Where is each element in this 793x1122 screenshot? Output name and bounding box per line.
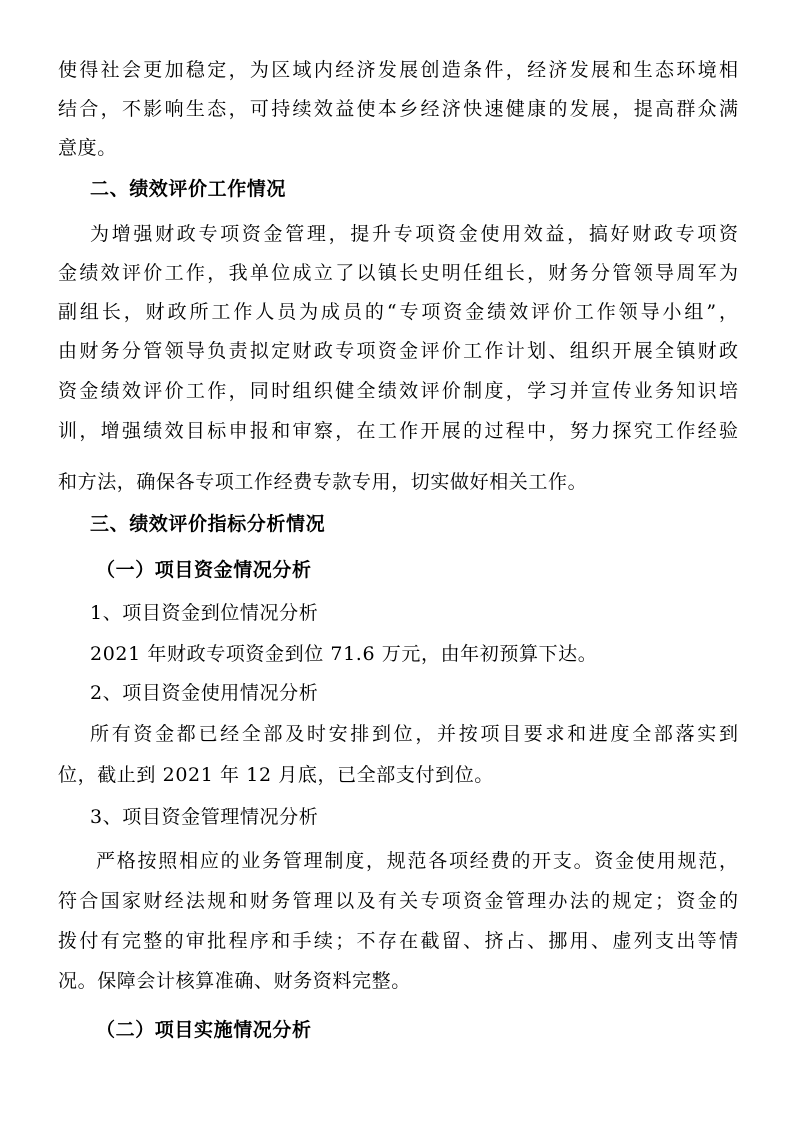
paragraph-line: 金绩效评价工作，我单位成立了以镇长史明任组长，财务分管领导周军为 — [58, 262, 738, 284]
paragraph-line: 和方法，确保各专项工作经费专款专用，切实做好相关工作。 — [58, 471, 588, 493]
subsection-heading: （二）项目实施情况分析 — [96, 1019, 312, 1041]
paragraph-line: 意度。 — [58, 137, 117, 159]
paragraph-line: 由财务分管领导负责拟定财政专项资金评价工作计划、组织开展全镇财政 — [58, 340, 738, 362]
item-heading: 3、项目资金管理情况分析 — [90, 806, 319, 828]
paragraph-line: 训，增强绩效目标申报和审察，在工作开展的过程中，努力探究工作经验 — [58, 420, 738, 442]
section-heading: 三、绩效评价指标分析情况 — [90, 513, 326, 535]
paragraph-line: 结合，不影响生态，可持续效益使本乡经济快速健康的发展，提高群众满 — [58, 98, 738, 120]
paragraph-line: 符合国家财经法规和财务管理以及有关专项资金管理办法的规定；资金的 — [58, 890, 738, 912]
paragraph-line: 2021 年财政专项资金到位 71.6 万元，由年初预算下达。 — [90, 643, 598, 665]
paragraph-line: 为增强财政专项资金管理，提升专项资金使用效益，搞好财政专项资 — [90, 223, 738, 245]
paragraph-line: 所有资金都已经全部及时安排到位，并按项目要求和进度全部落实到 — [90, 723, 738, 745]
paragraph-line: 严格按照相应的业务管理制度，规范各项经费的开支。资金使用规范， — [96, 850, 738, 872]
paragraph-line: 况。保障会计核算准确、财务资料完整。 — [58, 970, 411, 992]
item-heading: 2、项目资金使用情况分析 — [90, 682, 319, 704]
subsection-heading: （一）项目资金情况分析 — [96, 559, 312, 581]
section-heading: 二、绩效评价工作情况 — [90, 178, 287, 200]
paragraph-line: 位，截止到 2021 年 12 月底，已全部支付到位。 — [58, 764, 494, 786]
item-heading: 1、项目资金到位情况分析 — [90, 602, 319, 624]
paragraph-line: 资金绩效评价工作，同时组织健全绩效评价制度，学习并宣传业务知识培 — [58, 380, 738, 402]
paragraph-line: 副组长，财政所工作人员为成员的“专项资金绩效评价工作领导小组”， — [58, 301, 738, 323]
paragraph-line: 使得社会更加稳定，为区域内经济发展创造条件，经济发展和生态环境相 — [58, 59, 738, 81]
paragraph-line: 拨付有完整的审批程序和手续；不存在截留、挤占、挪用、虚列支出等情 — [58, 930, 738, 952]
